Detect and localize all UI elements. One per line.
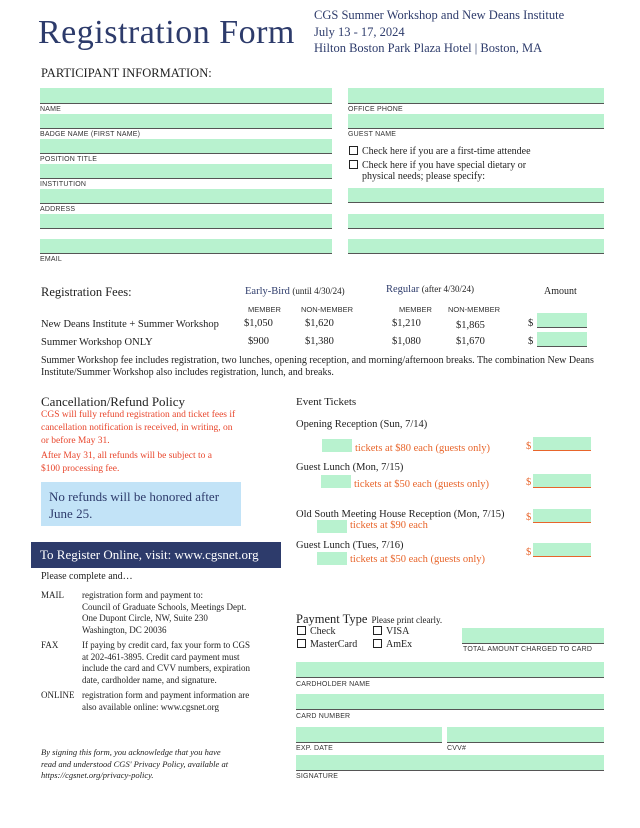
visa-checkbox[interactable] [373, 626, 382, 635]
privacy-line-1: By signing this form, you acknowledge that you have [41, 747, 221, 757]
fee-amount-field-2[interactable] [537, 332, 587, 347]
payment-title: Payment Type [296, 612, 368, 626]
privacy-line-2: read and understood CGS' Privacy Policy, available at [41, 758, 229, 769]
amex-label: AmEx [386, 639, 413, 650]
early-bird-label: Early-Bird [245, 286, 290, 297]
mail-text [82, 590, 246, 636]
name-field[interactable] [40, 88, 332, 104]
ticket-price-text: tickets at $50 each (guests only) [350, 554, 486, 565]
address-field-1[interactable] [40, 189, 332, 204]
ticket-event-name: Guest Lunch (Mon, 7/15) [296, 462, 404, 473]
badge-name-field[interactable] [40, 114, 332, 129]
ticket-event-name: Old South Meeting House Reception (Mon, 7/15) [296, 509, 505, 520]
fax-label: FAX [41, 640, 59, 650]
fee-amount-field-1[interactable] [537, 313, 587, 328]
mastercard-label: MasterCard [310, 639, 358, 650]
online-line-1: registration form and payment information are [82, 690, 250, 700]
mail-line-1: registration form and payment to: [82, 590, 203, 600]
email-field[interactable] [40, 239, 332, 254]
check-option[interactable] [297, 626, 336, 637]
refund-title: Cancellation/Refund Policy [41, 394, 186, 409]
regular-label: Regular [386, 284, 420, 295]
dietary-field-3[interactable] [348, 239, 604, 254]
ticket-event-name: Guest Lunch (Tues, 7/16) [296, 540, 404, 551]
refund-paragraph-1: CGS will fully refund registration and ticket fees if cancellation notification is received, in writing, on or before May 31. [41, 410, 236, 446]
total-amount-label: TOTAL AMOUNT CHARGED TO CARD [463, 646, 593, 653]
fee-eb-nonmember: $1,380 [305, 336, 334, 347]
fax-line-1: If paying by credit card, fax your form to CGS [82, 640, 250, 650]
address-label: ADDRESS [40, 206, 76, 213]
institution-label: INSTITUTION [40, 181, 87, 188]
ticket-currency: $ [526, 547, 532, 558]
page-title: Registration Form [38, 14, 295, 51]
fee-reg-nonmember: $1,670 [456, 336, 485, 347]
fee-eb-member: $900 [248, 336, 269, 347]
ticket-qty-field-3[interactable] [317, 520, 347, 533]
fee-reg-nonmember: $1,865 [456, 320, 485, 331]
fee-row-name: Summer Workshop ONLY [41, 337, 153, 348]
ticket-qty-field-2[interactable] [321, 475, 351, 488]
card-number-field[interactable] [296, 694, 604, 710]
early-bird-note: (until 4/30/24) [292, 286, 345, 296]
reg-member-header: MEMBER [399, 305, 432, 314]
check-checkbox[interactable] [297, 626, 306, 635]
dietary-checkbox-label-2: physical needs; please specify: [362, 171, 486, 182]
online-banner-text: To Register Online, visit: www.cgsnet.org [40, 547, 259, 562]
card-number-label: CARD NUMBER [296, 713, 351, 720]
eb-member-header: MEMBER [248, 305, 281, 314]
privacy-line-3: https://cgsnet.org/privacy-policy. [41, 770, 154, 780]
ticket-amount-field-1[interactable] [533, 437, 591, 451]
ticket-currency: $ [526, 441, 532, 452]
ticket-qty-field-1[interactable] [322, 439, 352, 452]
dietary-field-2[interactable] [348, 214, 604, 229]
signature-label: SIGNATURE [296, 773, 339, 780]
mail-line-3: One Dupont Circle, NW, Suite 230 [82, 613, 208, 623]
amex-option[interactable] [373, 639, 412, 650]
visa-label: VISA [386, 626, 410, 637]
exp-date-field[interactable] [296, 727, 442, 743]
event-name: CGS Summer Workshop and New Deans Institute [314, 8, 565, 22]
fees-title: Registration Fees: [41, 285, 132, 299]
dietary-field-1[interactable] [348, 188, 604, 203]
exp-date-label: EXP. DATE [296, 745, 333, 752]
no-refund-box [41, 482, 241, 526]
amount-header: Amount [544, 286, 577, 297]
mail-line-4: Washington, DC 20036 [82, 624, 167, 635]
no-refund-text: No refunds will be honored after June 25. [49, 489, 220, 521]
fee-eb-nonmember: $1,620 [305, 318, 334, 329]
ticket-currency: $ [526, 477, 532, 488]
ticket-amount-field-2[interactable] [533, 474, 591, 488]
online-banner [31, 542, 281, 568]
office-phone-field[interactable] [348, 88, 604, 104]
first-time-checkbox-label: Check here if you are a first-time attendee [362, 146, 531, 157]
eb-nonmember-header: NON-MEMBER [301, 305, 354, 314]
signature-field[interactable] [296, 755, 604, 771]
cardholder-field[interactable] [296, 662, 604, 678]
payment-note: Please print clearly. [371, 615, 443, 625]
please-complete: Please complete and… [41, 571, 133, 582]
online-line-2: also available online: www.cgsnet.org [82, 701, 219, 712]
position-title-field[interactable] [40, 139, 332, 154]
first-time-checkbox[interactable] [349, 146, 358, 155]
total-amount-field[interactable] [462, 628, 604, 644]
tickets-title: Event Tickets [296, 396, 357, 408]
ticket-price-text: tickets at $80 each (guests only) [355, 443, 491, 454]
dietary-checkbox[interactable] [349, 160, 358, 169]
cardholder-label: CARDHOLDER NAME [296, 681, 371, 688]
position-title-label: POSITION TITLE [40, 156, 98, 163]
refund-paragraph-2: After May 31, all refunds will be subject to a $100 processing fee. [41, 451, 212, 474]
guest-name-label: GUEST NAME [348, 131, 397, 138]
mail-line-2: Council of Graduate Schools, Meetings Dept. [82, 601, 247, 612]
fee-row-name: New Deans Institute + Summer Workshop [41, 319, 219, 330]
regular-header [386, 284, 474, 295]
ticket-currency: $ [526, 512, 532, 523]
cvv-label: CVV# [447, 745, 467, 752]
reg-nonmember-header: NON-MEMBER [448, 305, 501, 314]
office-phone-label: OFFICE PHONE [348, 106, 403, 113]
participant-section-title: PARTICIPANT INFORMATION: [41, 66, 212, 80]
ticket-price-text: tickets at $50 each (guests only) [354, 479, 490, 490]
fax-line-3: include the card and CVV numbers, expiration [82, 663, 251, 673]
event-dates: July 13 - 17, 2024 [314, 24, 405, 39]
dietary-checkbox-label-1: Check here if you have special dietary or [362, 160, 527, 171]
fee-reg-member: $1,080 [392, 336, 421, 347]
email-label: EMAIL [40, 256, 63, 263]
cvv-field[interactable] [447, 727, 604, 743]
visa-option[interactable] [373, 626, 409, 637]
event-info [314, 7, 564, 57]
name-label: NAME [40, 106, 62, 113]
fee-reg-member: $1,210 [392, 318, 421, 329]
fee-eb-member: $1,050 [244, 318, 273, 329]
online-label: ONLINE [41, 690, 75, 700]
regular-note: (after 4/30/24) [421, 284, 474, 294]
privacy-notice [41, 747, 228, 782]
fax-line-2: at 202-461-3895. Credit card payment must [82, 651, 240, 662]
fee-currency: $ [528, 336, 534, 347]
early-bird-header [245, 286, 345, 297]
ticket-price-text: tickets at $90 each [350, 520, 428, 531]
fees-note: Summer Workshop fee includes registration, two lunches, opening reception, and morning/afternoon breaks. The combination New Deans Institute/Summer Workshop also includes registration, lunch, and breaks. [41, 355, 594, 378]
guest-name-field[interactable] [348, 114, 604, 129]
ticket-qty-field-4[interactable] [317, 552, 347, 565]
mail-label: MAIL [41, 590, 64, 600]
fax-text [82, 640, 250, 686]
check-label: Check [310, 626, 336, 637]
amex-checkbox[interactable] [373, 639, 382, 648]
mastercard-option[interactable] [297, 639, 357, 650]
ticket-amount-field-3[interactable] [533, 509, 591, 523]
institution-field[interactable] [40, 164, 332, 179]
event-location: Hilton Boston Park Plaza Hotel | Boston, MA [314, 41, 543, 55]
dietary-checkbox-row[interactable] [349, 160, 526, 182]
online-text [82, 690, 249, 713]
fax-line-4: date, cardholder name, and signature. [82, 674, 217, 685]
mastercard-checkbox[interactable] [297, 639, 306, 648]
address-field-2[interactable] [40, 214, 332, 229]
fee-currency: $ [528, 318, 534, 329]
badge-name-label: BADGE NAME (FIRST NAME) [40, 131, 141, 138]
ticket-event-name: Opening Reception (Sun, 7/14) [296, 419, 428, 430]
ticket-amount-field-4[interactable] [533, 543, 591, 557]
first-time-checkbox-row[interactable] [349, 146, 531, 157]
